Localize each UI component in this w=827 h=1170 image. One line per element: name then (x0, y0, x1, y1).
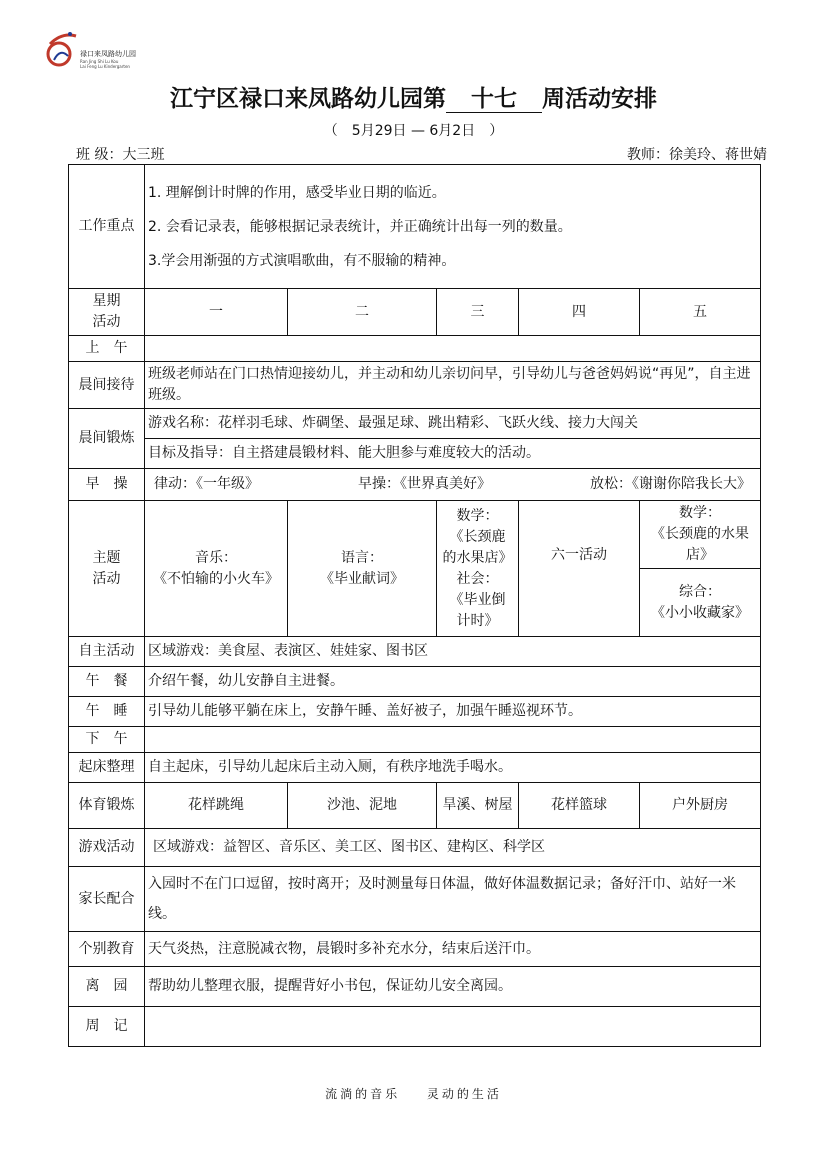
pe-wednesday: 旱溪、树屋 (437, 783, 519, 829)
weekly-plan-table (68, 164, 761, 1047)
theme-wednesday-title: 《长颈鹿 (449, 528, 506, 545)
theme-tuesday-title: 《毕业献词》 (320, 570, 404, 587)
theme-friday-title: 《长颈鹿的水果 (651, 526, 750, 542)
nap-label: 午 睡 (69, 697, 145, 727)
theme-wednesday-title: 的水果店》 (442, 549, 513, 566)
exercise-item: 早操：《世界真美好》 (358, 476, 492, 492)
theme-friday-math (640, 501, 761, 569)
parent-label: 家长配合 (69, 867, 145, 932)
theme-label-line2: 活动 (92, 570, 121, 587)
game-label: 游戏活动 (69, 829, 145, 867)
day-activity-header (69, 289, 145, 336)
table-row (69, 783, 761, 829)
theme-wednesday-title-2: 计时》 (456, 612, 499, 629)
table-row (69, 1007, 761, 1047)
logo-name-cn: 禄口来凤路幼儿园 (80, 50, 136, 58)
table-row (69, 362, 761, 409)
theme-label-line1: 主题 (92, 549, 121, 566)
theme-monday (145, 501, 288, 637)
theme-wednesday-title-2: 《毕业倒 (449, 591, 506, 608)
date-range: （ 5月29日 — 6月2日 ） (323, 123, 504, 139)
theme-friday-title: 店》 (686, 547, 715, 563)
table-row (69, 753, 761, 783)
empty-cell (145, 336, 761, 362)
class-label: 班 级：大三班 (76, 147, 165, 163)
individual-content: 天气炎热，注意脱减衣物，晨锻时多补充水分，结束后送汗巾。 (145, 932, 761, 967)
rhythm-item: 律动：《一年级》 (154, 476, 259, 492)
teacher-label: 教师：徐美玲、蒋世婧 (627, 147, 767, 163)
theme-wednesday (437, 501, 519, 637)
leave-label: 离 园 (69, 967, 145, 1007)
kindergarten-logo-icon (44, 26, 80, 72)
wake-label: 起床整理 (69, 753, 145, 783)
individual-label: 个别教育 (69, 932, 145, 967)
table-row (69, 697, 761, 727)
logo-name-en-line1: Ran Jing Shi Lu Kou (80, 59, 119, 64)
theme-monday-subject: 音乐： (195, 549, 237, 566)
theme-friday-subject-2: 综合： (679, 583, 722, 600)
free-activity-label: 自主活动 (69, 637, 145, 667)
day-tuesday: 二 (288, 289, 437, 336)
theme-tuesday (288, 501, 437, 637)
day-monday: 一 (145, 289, 288, 336)
theme-friday-title-2: 《小小收藏家》 (651, 604, 750, 621)
work-focus-item: 3.学会用渐强的方式演唱歌曲，有不服输的精神。 (148, 252, 456, 269)
empty-cell (145, 727, 761, 753)
table-row (69, 967, 761, 1007)
leave-content: 帮助幼儿整理衣服，提醒背好小书包，保证幼儿安全离园。 (145, 967, 761, 1007)
table-row (69, 409, 761, 439)
footer-slogan (0, 1085, 827, 1102)
title-prefix: 江宁区禄口来凤路幼儿园第 (170, 85, 446, 112)
table-row (69, 932, 761, 967)
footer-slogan-left: 流淌的音乐 (325, 1087, 401, 1101)
table-row (69, 501, 761, 569)
work-focus-item: 2. 会看记录表，能够根据记录表统计，并正确统计出每一列的数量。 (148, 218, 572, 235)
parent-content: 入园时不在门口逗留，按时离开；及时测量每日体温，做好体温数据记录；备好汗巾、站好一米线。 (145, 867, 761, 932)
lunch-label: 午 餐 (69, 667, 145, 697)
notes-content (145, 1007, 761, 1047)
table-row (69, 289, 761, 336)
logo-name-en-line2: Lai Feng Lu Kindergarten (80, 64, 130, 69)
table-row (69, 439, 761, 469)
theme-friday-subject: 数学： (679, 505, 722, 521)
table-row (69, 336, 761, 362)
work-focus-item: 1. 理解倒计时牌的作用，感受毕业日期的临近。 (148, 184, 446, 201)
table-row (69, 469, 761, 501)
day-thursday: 四 (519, 289, 640, 336)
wake-content: 自主起床，引导幼儿起床后主动入厕，有秩序地洗手喝水。 (145, 753, 761, 783)
table-row (69, 165, 761, 289)
theme-thursday: 六一活动 (519, 501, 640, 637)
day-wednesday: 三 (437, 289, 519, 336)
pe-friday: 户外厨房 (640, 783, 761, 829)
week-number: 十七 (446, 86, 542, 113)
work-focus-content (145, 165, 761, 289)
page-title (0, 80, 827, 113)
relax-item: 放松：《谢谢你陪我长大》 (590, 476, 752, 492)
theme-activity-label (69, 501, 145, 637)
exercise-goal: 目标及指导：自主搭建晨锻材料、能大胆参与难度较大的活动。 (145, 439, 761, 469)
theme-tuesday-subject: 语言： (341, 549, 383, 566)
reception-label: 晨间接待 (69, 362, 145, 409)
table-row (69, 829, 761, 867)
pe-label: 体育锻炼 (69, 783, 145, 829)
pe-thursday: 花样篮球 (519, 783, 640, 829)
morning-section-label: 上 午 (69, 336, 145, 362)
title-suffix: 周活动安排 (542, 85, 657, 112)
logo-name-en (80, 59, 130, 69)
footer-slogan-right: 灵动的生活 (426, 1087, 502, 1101)
day-friday: 五 (640, 289, 761, 336)
table-row (69, 867, 761, 932)
notes-label: 周 记 (69, 1007, 145, 1047)
afternoon-section-label: 下 午 (69, 727, 145, 753)
work-focus-label: 工作重点 (69, 165, 145, 289)
nap-content: 引导幼儿能够平躺在床上，安静午睡、盖好被子，加强午睡巡视环节。 (145, 697, 761, 727)
table-row (69, 667, 761, 697)
table-row (69, 727, 761, 753)
pe-tuesday: 沙池、泥地 (288, 783, 437, 829)
theme-wednesday-subject-2: 社会： (456, 570, 499, 587)
morning-exercise-label: 早 操 (69, 469, 145, 501)
theme-friday-integrated (640, 569, 761, 637)
activity-header-label: 活动 (92, 314, 121, 330)
reception-content: 班级老师站在门口热情迎接幼儿，并主动和幼儿亲切问早，引导幼儿与爸爸妈妈说“再见”，自主进班级。 (145, 362, 761, 409)
kindergarten-logo (44, 26, 194, 76)
day-header-label: 星期 (92, 293, 121, 309)
exercise-games: 游戏名称：花样羽毛球、炸碉堡、最强足球、跳出精彩、飞跃火线、接力大闯关 (145, 409, 761, 439)
game-content: 区域游戏：益智区、音乐区、美工区、图书区、建构区、科学区 (145, 829, 761, 867)
table-row (69, 637, 761, 667)
pe-monday: 花样跳绳 (145, 783, 288, 829)
exercise-label: 晨间锻炼 (69, 409, 145, 469)
free-activity-content: 区域游戏：美食屋、表演区、娃娃家、图书区 (145, 637, 761, 667)
theme-monday-title: 《不怕输的小火车》 (153, 570, 279, 587)
theme-wednesday-subject: 数学： (456, 507, 499, 524)
lunch-content: 介绍午餐，幼儿安静自主进餐。 (145, 667, 761, 697)
morning-exercise-content (145, 469, 761, 501)
